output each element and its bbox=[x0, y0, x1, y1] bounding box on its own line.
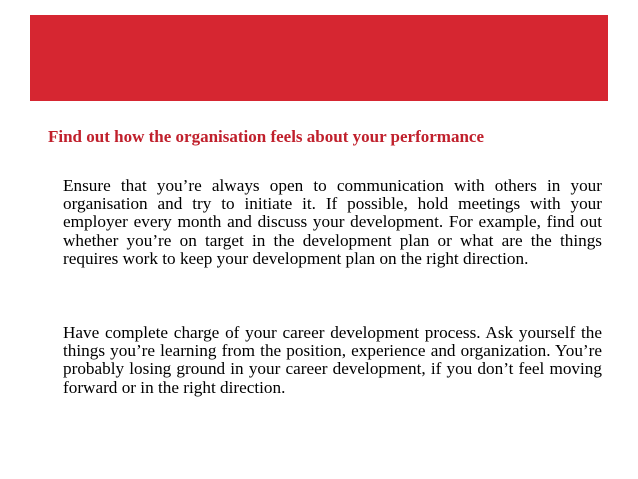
body-paragraph-communication: Ensure that you’re always open to communication with others in your organisation and try to initiate it. If possible, hold meetings with your employer every month and discuss your development. For example, find out whether you’re on target in the development plan or what are the things requires work to keep your development plan on the right direction. bbox=[63, 176, 602, 268]
body-paragraph-career-development: Have complete charge of your career development process. Ask yourself the things you’re learning from the position, experience and organization. You’re probably losing ground in your career development, if you don’t feel moving forward or in the right direction. bbox=[63, 323, 602, 397]
slide-heading: Find out how the organisation feels about your performance bbox=[48, 127, 485, 146]
header-banner bbox=[30, 15, 608, 101]
